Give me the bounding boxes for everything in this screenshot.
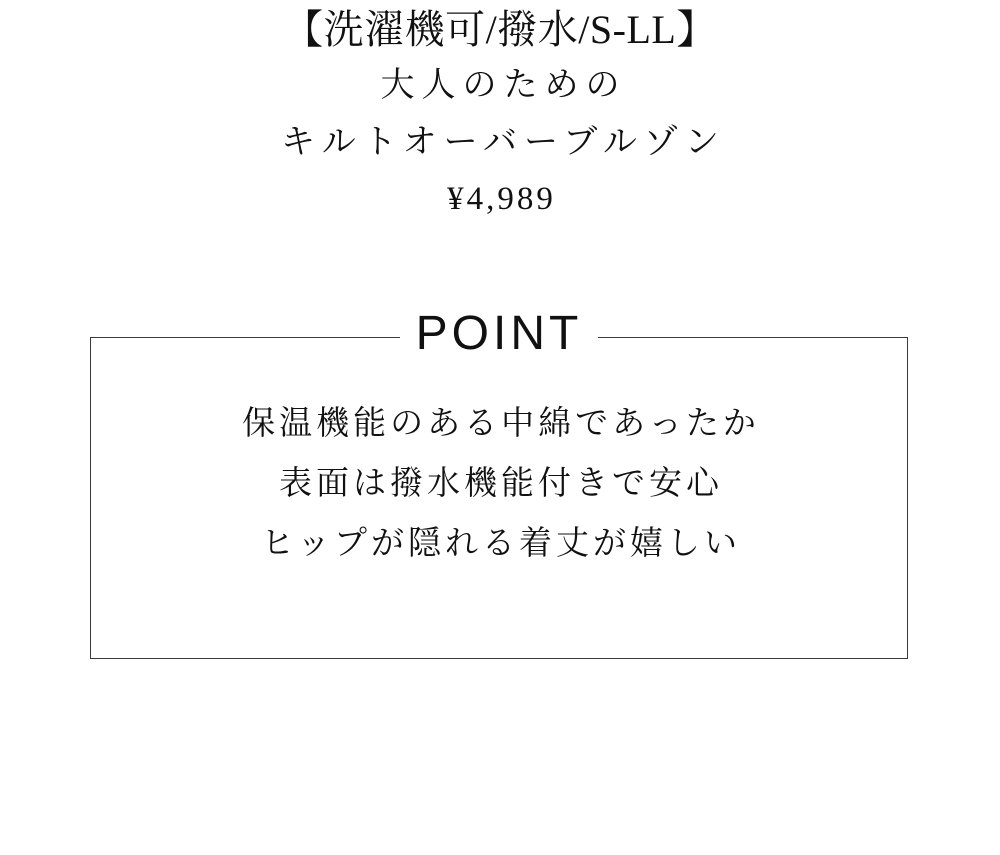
- point-heading: POINT: [400, 306, 599, 362]
- product-price: ¥4,989: [447, 181, 556, 217]
- point-item: ヒップが隠れる着丈が嬉しい: [260, 526, 741, 562]
- point-item: 表面は撥水機能付きで安心: [279, 466, 723, 502]
- product-subtitle: 大人のための: [380, 67, 627, 104]
- point-item: 保温機能のある中綿であったか: [242, 406, 760, 442]
- product-title: キルトオーバーブルゾン: [281, 124, 726, 161]
- point-section: [90, 307, 908, 659]
- point-list: [91, 338, 907, 574]
- headline-block: [0, 0, 1000, 226]
- product-tagline: 【洗濯機可/撥水/S-LL】: [283, 7, 717, 52]
